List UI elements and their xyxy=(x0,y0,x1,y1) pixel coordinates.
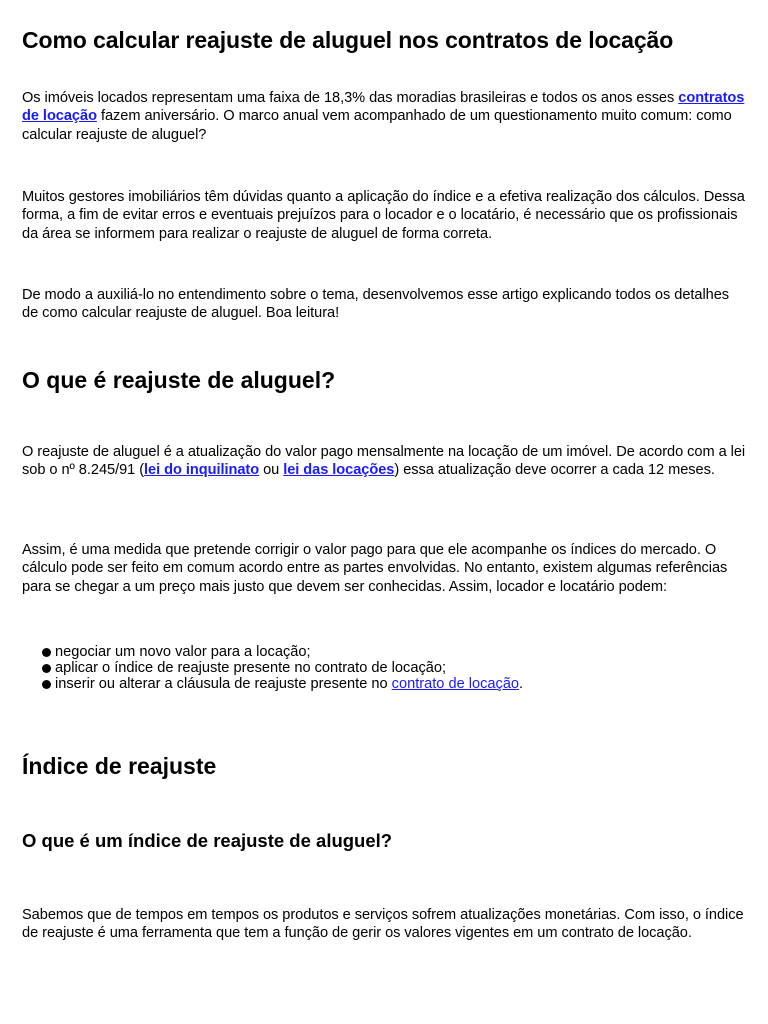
intro-paragraph xyxy=(22,89,748,144)
definition-text-3: ) essa atualização deve ocorrer a cada 12 meses. xyxy=(394,462,715,479)
heading-what-is-rent-adjustment: O que é reajuste de aluguel? xyxy=(22,367,336,393)
definition-text-2: ou xyxy=(259,462,284,479)
page-title: Como calcular reajuste de aluguel nos contratos de locação xyxy=(22,27,674,53)
list-item xyxy=(42,676,742,692)
lei-do-inquilinato-link[interactable]: lei do inquilinato xyxy=(144,462,260,479)
list-item-text: aplicar o índice de reajuste presente no contrato de locação; xyxy=(55,660,447,676)
heading-adjustment-index: Índice de reajuste xyxy=(22,753,217,779)
paragraph-managers-doubts: Muitos gestores imobiliários têm dúvidas quanto a aplicação do índice e a efetiva realização dos cálculos. Dessa forma, a fim de evitar erros e eventuais prejuízos para o locador e o locatário, é necessário que os profissionais da área se informem para realizar o reajuste de aluguel de forma correta. xyxy=(22,189,745,242)
list-item-text: inserir ou alterar a cláusula de reajuste presente no xyxy=(55,676,392,692)
paragraph-market-indices: Assim, é uma medida que pretende corrigir o valor pago para que ele acompanhe os índices do mercado. O cálculo pode ser feito em comum acordo entre as partes envolvidas. No entanto, existem algumas referências para se chegar a um preço mais justo que devem ser conhecidas. Assim, locador e locatário podem: xyxy=(22,542,728,595)
intro-text-2: fazem aniversário. O marco anual vem acompanhado de um questionamento muito comum: como calcular reajuste de aluguel? xyxy=(22,108,732,143)
list-item-end: . xyxy=(519,676,524,692)
bullet-icon xyxy=(42,664,51,673)
bullet-icon xyxy=(42,648,51,657)
options-list xyxy=(42,644,742,692)
list-item-text: negociar um novo valor para a locação; xyxy=(55,644,311,660)
paragraph-index-definition: Sabemos que de tempos em tempos os produtos e serviços sofrem atualizações monetárias. Com isso, o índice de reajuste é uma ferramenta que tem a função de gerir os valores vigentes em um contrato de locação. xyxy=(22,907,744,942)
lei-das-locacoes-link[interactable]: lei das locações xyxy=(283,462,395,479)
definition-text-1: O reajuste de aluguel é a atualização do valor pago mensalmente na locação de um imóvel. De acordo com a lei sob o nº 8.245/91 ( xyxy=(22,444,746,479)
paragraph-definition xyxy=(22,443,748,480)
heading-what-is-index: O que é um índice de reajuste de aluguel? xyxy=(22,830,393,851)
bullet-icon xyxy=(42,680,51,689)
contrato-de-locacao-link[interactable]: contrato de locação xyxy=(391,676,520,692)
intro-text-1: Os imóveis locados representam uma faixa de 18,3% das moradias brasileiras e todos os anos esses xyxy=(22,90,679,106)
paragraph-article-intro: De modo a auxiliá-lo no entendimento sobre o tema, desenvolvemos esse artigo explicando todos os detalhes de como calcular reajuste de aluguel. Boa leitura! xyxy=(22,287,730,322)
list-item xyxy=(42,644,742,660)
contratos-de-locacao-link[interactable]: contratos de locação xyxy=(22,90,745,125)
list-item xyxy=(42,660,742,676)
